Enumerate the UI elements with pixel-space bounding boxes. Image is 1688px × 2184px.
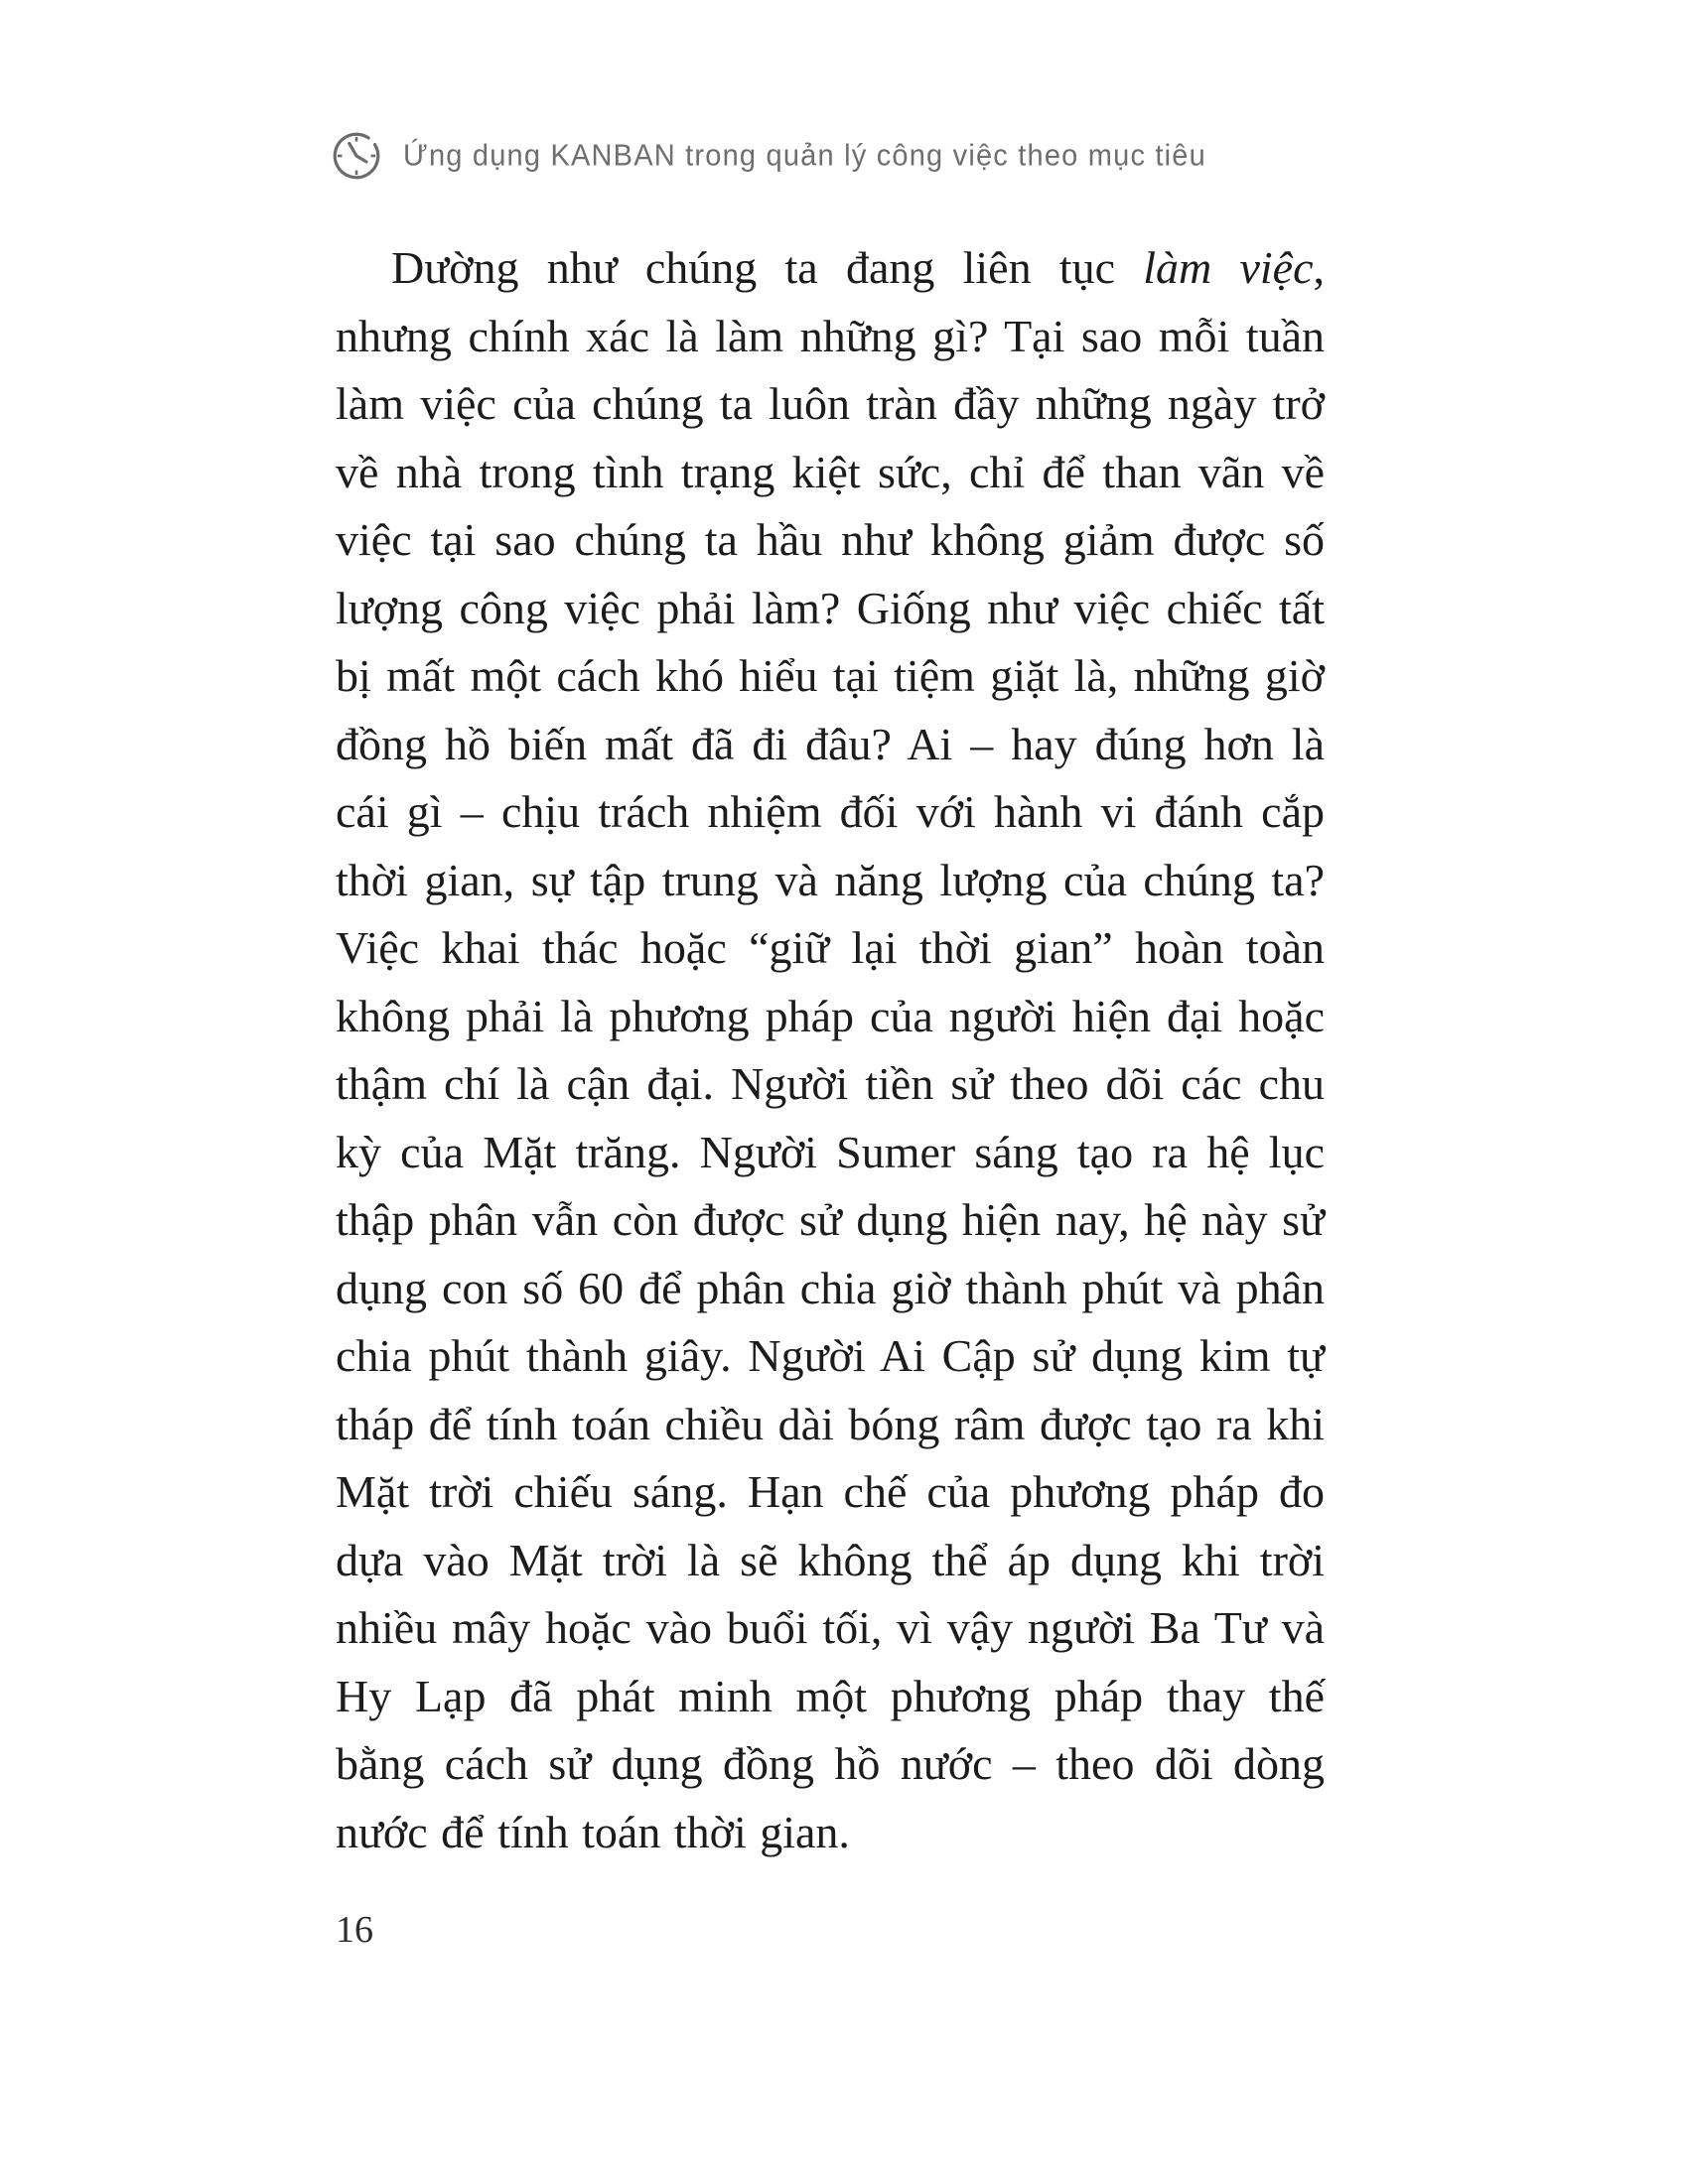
clock-icon — [328, 127, 385, 185]
paragraph-rest: , nhưng chính xác là làm những gì? Tại sao mỗi tuần làm việc của chúng ta luôn tràn đầy những ngày trở về nhà trong tình trạng kiệt sức, chỉ để than vãn về việc tại sao chúng ta hầu như không giảm được số lượng công việc phải làm? Giống như việc chiếc tất bị mất một cách khó hiểu tại tiệm giặt là, những giờ đồng hồ biến mất đã đi đâu? Ai – hay đúng hơn là cái gì – chịu trách nhiệm đối với hành vi đánh cắp thời gian, sự tập trung và năng lượng của chúng ta? Việc khai thác hoặc “giữ lại thời gian” hoàn toàn không phải là phương pháp của người hiện đại hoặc thậm chí là cận đại. Người tiền sử theo dõi các chu kỳ của Mặt trăng. Người Sumer sáng tạo ra hệ lục thập phân vẫn còn được sử dụng hiện nay, hệ này sử dụng con số 60 để phân chia giờ thành phút và phân chia phút thành giây. Người Ai Cập sử dụng kim tự tháp để tính toán chiều dài bóng râm được tạo ra khi Mặt trời chiếu sáng. Hạn chế của phương pháp đo dựa vào Mặt trời là sẽ không thể áp dụng khi trời nhiều mây hoặc vào buổi tối, vì vậy người Ba Tư và Hy Lạp đã phát minh một phương pháp thay thế bằng cách sử dụng đồng hồ nước – theo dõi dòng nước để tính toán thời gian. — [336, 242, 1325, 1857]
page-number: 16 — [336, 1909, 373, 1951]
running-header-title: Ứng dụng KANBAN trong quản lý công việc theo mục tiêu — [403, 138, 1206, 173]
paragraph — [336, 234, 1325, 1866]
paragraph-lead: Dường như chúng ta đang liên tục — [391, 242, 1144, 293]
running-header — [328, 127, 1370, 185]
paragraph-italic-phrase: làm việc — [1143, 242, 1314, 293]
page-body — [336, 234, 1325, 1866]
